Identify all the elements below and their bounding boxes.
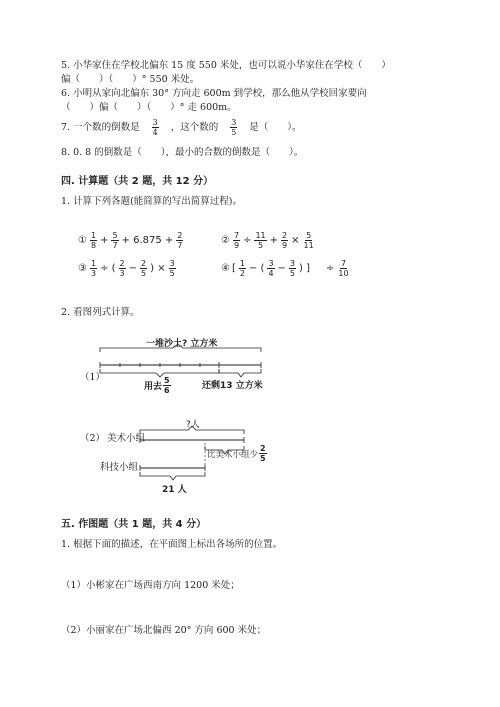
- e4-a-num: 1: [239, 259, 245, 268]
- q7-f1-den: 4: [152, 128, 158, 137]
- d2-art-group-label: 美术小组: [107, 433, 146, 444]
- e1-c-num: 2: [177, 231, 183, 240]
- q6-line1: 6. 小明从家向北偏东 30° 方向走 600m 到学校，那么他从学校回家要向: [61, 88, 367, 99]
- d2-tech-group-label: 科技小组: [100, 462, 139, 473]
- e1-a-num: 1: [90, 231, 97, 240]
- section-4-title: 四. 计算题（共 2 题，共 12 分）: [61, 176, 214, 187]
- e3-d-num: 3: [169, 259, 175, 268]
- d2-diff-label: 比美术小组少: [207, 449, 259, 460]
- e3-op2: −: [128, 263, 138, 274]
- expression-4: [221, 259, 351, 278]
- q7-fraction-2: [230, 118, 237, 137]
- e2-c-den: 9: [282, 241, 288, 250]
- e3-b-num: 2: [119, 259, 125, 268]
- e1-c-den: 7: [177, 241, 183, 250]
- q5-line1: 5. 小华家住在学校北偏东 15 度 550 米处，也可以说小华家住在学校（ ）: [61, 60, 391, 71]
- d2-bottom-label: 21 人: [162, 485, 187, 495]
- expr4-mark: ④: [221, 263, 230, 274]
- q7-mid: ，这个数的: [170, 121, 219, 133]
- expr1-mark: ①: [78, 235, 87, 246]
- e3-d-den: 5: [169, 269, 175, 278]
- e2-op3: ×: [291, 235, 300, 246]
- e2-b-num: 11: [255, 231, 266, 240]
- e4-c-num: 3: [289, 259, 296, 268]
- d1-left-brace: [219, 369, 261, 377]
- d2-diff: [207, 444, 268, 463]
- e2-op2: +: [269, 235, 279, 246]
- e3-c-den: 5: [141, 269, 147, 278]
- e4-d-num: 7: [340, 259, 347, 268]
- e4-op2: −: [277, 263, 286, 274]
- diagram-1: [78, 336, 278, 398]
- q7-f2-num: 3: [231, 118, 237, 127]
- e2-a-den: 9: [233, 241, 240, 250]
- sec4-q1: 1. 计算下列各题(能简算的写出简算过程)。: [61, 196, 242, 207]
- expression-1: [78, 231, 184, 250]
- e2-c-num: 2: [282, 231, 288, 240]
- e2-d-num: 5: [306, 231, 312, 240]
- e4-c-den: 5: [289, 269, 296, 278]
- diagram-2: [78, 416, 278, 498]
- e2-d-den: 11: [303, 241, 314, 250]
- q7-f2-den: 5: [231, 128, 237, 137]
- q8: 8. 0. 8 的倒数是（ ），最小的合数的倒数是（ ）。: [61, 147, 304, 158]
- e3-c-num: 2: [141, 259, 147, 268]
- q7-prefix: 7. 一个数的倒数是: [61, 121, 140, 133]
- expression-2: [221, 231, 316, 250]
- e4-op3: ÷: [326, 263, 335, 274]
- e3-op1: ÷ (: [100, 263, 116, 274]
- sec5-statement-1: （1）小彬家在广场西南方向 1200 米处；: [61, 580, 240, 591]
- d1-left-label: 还剩13 立方米: [202, 381, 263, 391]
- e1-op2: + 6.875 +: [121, 235, 174, 246]
- expr2-mark: ②: [221, 235, 230, 246]
- d2-label: （2）: [80, 433, 106, 444]
- e3-a-den: 3: [90, 269, 97, 278]
- q7-fraction-1: [152, 118, 159, 137]
- d2-row1: [80, 433, 145, 445]
- d1-used: [144, 376, 172, 395]
- expression-3: [78, 259, 177, 278]
- d1-used-num: 5: [164, 376, 170, 385]
- e3-b-den: 3: [119, 269, 125, 278]
- e3-a-num: 1: [90, 259, 97, 268]
- e2-a-num: 7: [233, 231, 240, 240]
- d1-used-den: 6: [164, 386, 170, 395]
- e1-op1: +: [100, 235, 109, 246]
- e1-b-den: 7: [112, 241, 118, 250]
- e4-d-den: 10: [338, 269, 349, 278]
- section-5-title: 五. 作图题（共 1 题，共 4 分）: [61, 519, 207, 530]
- e1-a-den: 8: [90, 241, 97, 250]
- e2-op1: ÷: [243, 235, 252, 246]
- d2-diff-num: 2: [260, 444, 266, 453]
- sec5-q1: 1. 根据下面的描述，在平面图上标出各场所的位置。: [61, 539, 283, 550]
- e2-b-den: 5: [258, 241, 264, 250]
- q7: [61, 118, 302, 137]
- expr3-mark: ③: [78, 263, 87, 274]
- e4-open: [: [231, 263, 236, 274]
- d1-label: （1）: [80, 372, 106, 383]
- sec5-statement-2: （2）小丽家在广场北偏西 20° 方向 600 米处；: [61, 625, 267, 636]
- e4-close: ) ]: [299, 263, 310, 274]
- e3-op3: ) ×: [150, 263, 166, 274]
- q7-suffix: 是（ ）。: [249, 121, 302, 133]
- q7-f1-num: 3: [152, 118, 158, 127]
- d1-used-label: 用去: [144, 382, 163, 392]
- d2-top-label: ?人: [186, 420, 200, 430]
- q6-line2: （ ）偏（ ）（ ）° 走 600m。: [61, 102, 237, 113]
- sec4-q2: 2. 看图列式计算。: [61, 307, 140, 318]
- e4-b-num: 3: [268, 259, 274, 268]
- d2-diff-den: 5: [260, 454, 266, 463]
- e1-b-num: 5: [112, 231, 118, 240]
- e4-b-den: 4: [268, 269, 274, 278]
- q5-line2: 偏（ ）（ ）° 550 米处。: [61, 74, 200, 85]
- d1-top-label: 一堆沙土? 立方米: [146, 339, 218, 349]
- e4-op1: − (: [248, 263, 265, 274]
- e4-a-den: 2: [239, 269, 245, 278]
- d2-bottom-brace: [140, 472, 205, 480]
